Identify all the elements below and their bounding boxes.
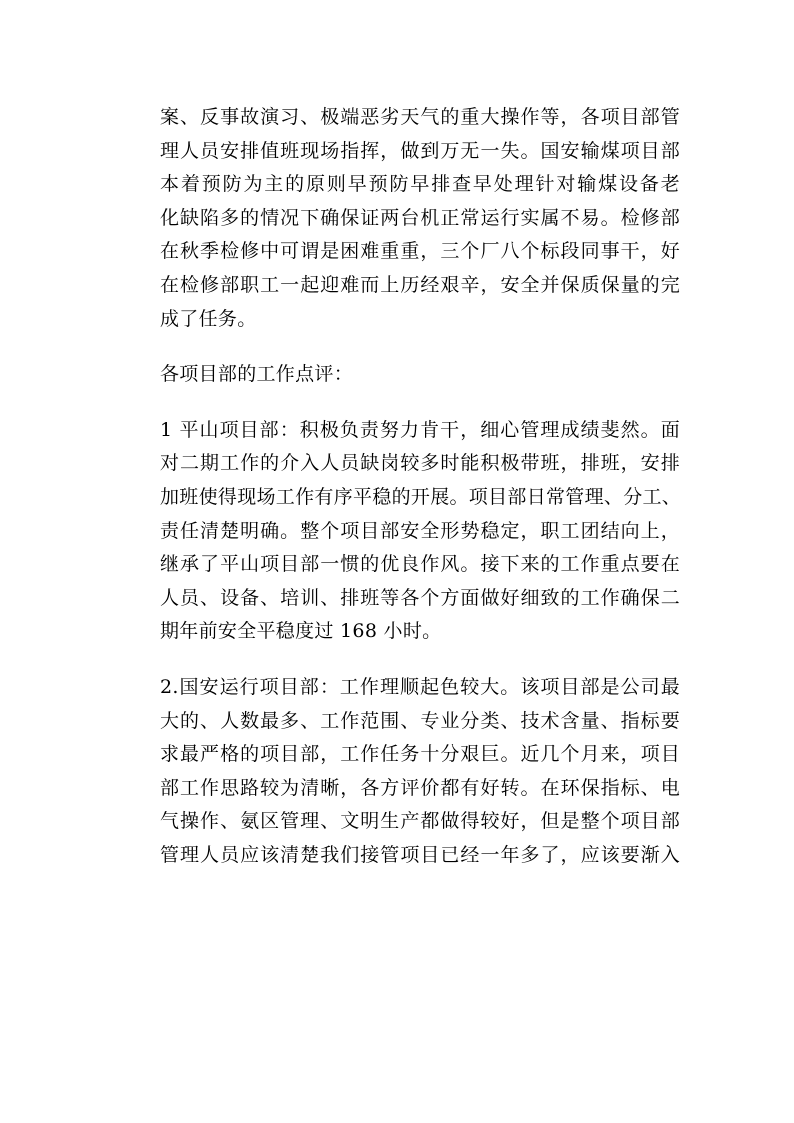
document-body — [160, 101, 680, 872]
text-line: 成了任务。 — [160, 307, 257, 330]
text-line: 责任清楚明确。整个项目部安全形势稳定，职工团结向上， — [160, 519, 680, 542]
text-line: 本着预防为主的原则早预防早排查早处理针对输煤设备老 — [160, 173, 680, 196]
paragraph-intro — [160, 101, 680, 336]
text-line: 案、反事故演习、极端恶劣天气的重大操作等，各项目部管 — [160, 106, 680, 128]
text-line: 2.国安运行项目部：工作理顺起色较大。该项目部是公司最 — [160, 675, 680, 698]
section-heading — [160, 358, 680, 392]
text-line: 继承了平山项目部一惯的优良作风。接下来的工作重点要在 — [160, 553, 680, 576]
text-line: 加班使得现场工作有序平稳的开展。项目部日常管理、分工、 — [160, 485, 682, 508]
text-line: 管理人员应该清楚我们接管项目已经一年多了，应该要渐入 — [160, 843, 680, 866]
text-line: 人员、设备、培训、排班等各个方面做好细致的工作确保二 — [160, 586, 680, 609]
text-line: 化缺陷多的情况下确保证两台机正常运行实属不易。检修部 — [160, 206, 680, 229]
text-line: 1 平山项目部：积极负责努力肯干，细心管理成绩斐然。面 — [160, 418, 680, 441]
text-line: 气操作、氨区管理、文明生产都做得较好，但是整个项目部 — [160, 810, 680, 833]
text-line: 各项目部的工作点评： — [160, 363, 354, 386]
text-line: 在秋季检修中可谓是困难重重，三个厂八个标段同事干，好 — [160, 240, 680, 263]
text-line: 对二期工作的介入人员缺岗较多时能积极带班，排班，安排 — [160, 452, 680, 475]
text-line: 理人员安排值班现场指挥，做到万无一失。国安输煤项目部 — [160, 139, 680, 162]
text-line: 期年前安全平稳度过 168 小时。 — [160, 620, 442, 643]
paragraph-item-2 — [160, 671, 680, 873]
text-line: 大的、人数最多、工作范围、专业分类、技术含量、指标要 — [160, 709, 680, 732]
text-line: 在检修部职工一起迎难而上历经艰辛，安全并保质保量的完 — [160, 273, 680, 296]
text-line: 部工作思路较为清晰，各方评价都有好转。在环保指标、电 — [160, 776, 680, 799]
paragraph-item-1 — [160, 414, 680, 649]
text-line: 求最严格的项目部，工作任务十分艰巨。近几个月来，项目 — [160, 743, 680, 766]
